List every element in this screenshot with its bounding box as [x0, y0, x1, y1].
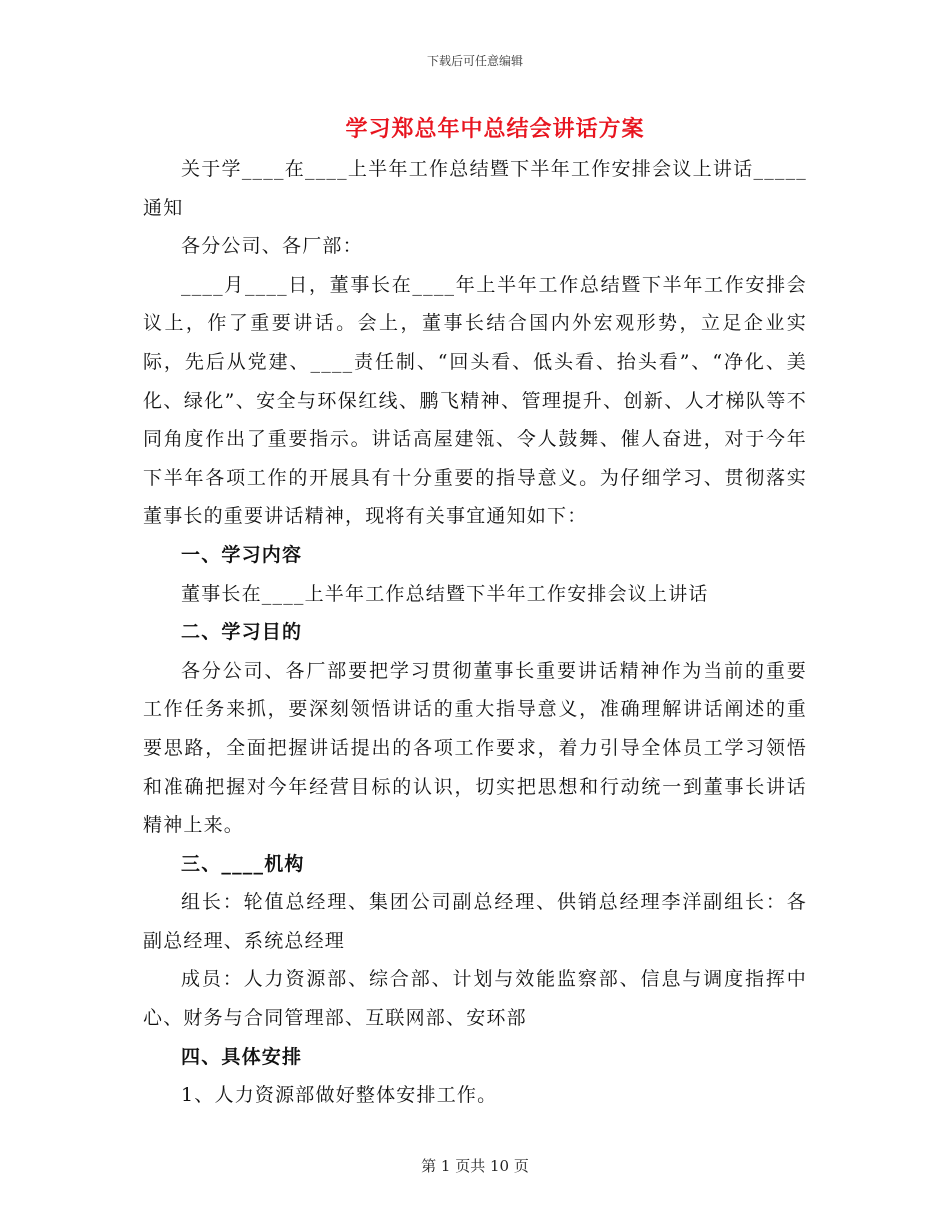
document-title: 学习郑总年中总结会讲话方案: [345, 117, 645, 142]
section-3-leaders: 组长：轮值总经理、集团公司副总经理、供销总经理李洋副组长：各副总经理、系统总经理: [143, 891, 807, 952]
intro-paragraph: ____月____日，董事长在____年上半年工作总结暨下半年工作安排会议上，作了重要讲话。会上，董事长结合国内外宏观形势，立足企业实际，先后从党建、____责任制、“回头看、低头看、抬头看”、“净化、美化、绿化”、安全与环保红线、鹏飞精神、管理提升、创新、人才梯队等不同角度作出了重要指示。讲话高屋建瓴、令人鼓舞、催人奋进，对于今年下半年各项工作的开展具有十分重要的指导意义。为仔细学习、贯彻落实董事长的重要讲话精神，现将有关事宜通知如下：: [143, 273, 807, 528]
section-2-text: 各分公司、各厂部要把学习贯彻董事长重要讲话精神作为当前的重要工作任务来抓，要深刻领悟讲话的重大指导意义，准确理解讲话阐述的重要思路，全面把握讲话提出的各项工作要求，着力引导全体员工学习领悟和准确把握对今年经营目标的认识，切实把思想和行动统一到董事长讲话精神上来。: [143, 659, 807, 837]
page-footer: 第 1 页共 10 页: [421, 1157, 529, 1175]
page-header: 下载后可任意编辑: [426, 54, 523, 68]
document-body: [143, 150, 807, 1115]
salutation: 各分公司、各厂部：: [181, 235, 363, 258]
section-3-members: 成员：人力资源部、综合部、计划与效能监察部、信息与调度指挥中心、财务与合同管理部、互联网部、安环部: [143, 968, 807, 1030]
notice-subject: 关于学____在____上半年工作总结暨下半年工作安排会议上讲话_____通知: [143, 158, 807, 219]
section-heading-4: 四、具体安排: [181, 1045, 303, 1068]
section-heading-1: 一、学习内容: [181, 543, 303, 566]
section-heading-3: 三、____机构: [181, 852, 305, 875]
section-4-item-1: 1、人力资源部做好整体安排工作。: [181, 1084, 498, 1107]
section-heading-2: 二、学习目的: [181, 621, 303, 644]
section-1-text: 董事长在____上半年工作总结暨下半年工作安排会议上讲话: [181, 582, 709, 605]
